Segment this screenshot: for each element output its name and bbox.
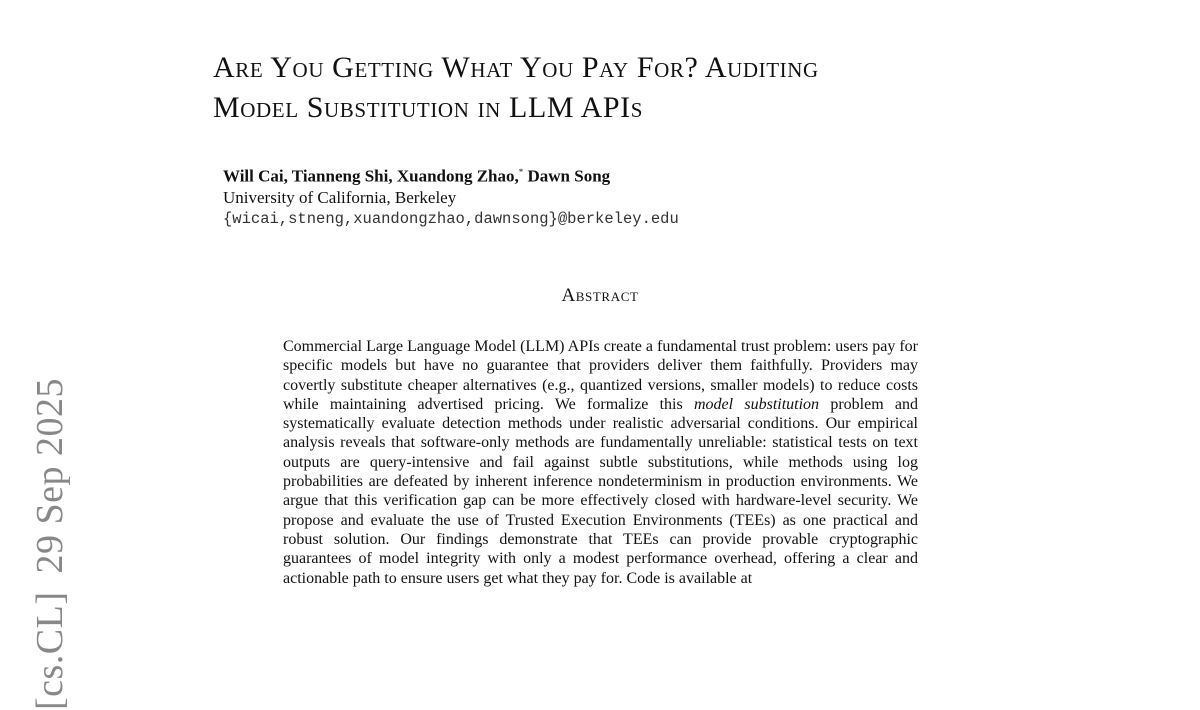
paper-title bbox=[213, 48, 1113, 128]
abstract-heading bbox=[0, 285, 1200, 307]
author-names-a: Will Cai, Tianneng Shi, Xuandong Zhao, bbox=[223, 166, 519, 186]
abstract-text-part-2: problem and systematically evaluate detection methods under realistic adversarial conditions. Our empirical analysis reveals that software-only methods are fundamentally unreliable: statistical tests on text outputs are query-intensive and fail against subtle substitutions, while methods using log probabilities are defeated by inherent inference nondeterminism in production environments. We argue that this verification gap can be more effectively closed with hardware-level security. We propose and evaluate the use of Trusted Execution Environments (TEEs) as one practical and robust solution. Our findings demonstrate that TEEs can provide provable cryptographic guarantees of model integrity with only a modest performance overhead, offering a clear and actionable path to ensure users get what they pay for. Code is available at bbox=[283, 395, 919, 587]
author-list bbox=[223, 162, 1023, 187]
title-line-1: Are You Getting What You Pay For? Auditing bbox=[213, 51, 819, 84]
arxiv-date: 29 Sep 2025 bbox=[29, 377, 71, 574]
arxiv-sidebar-stamp bbox=[24, 330, 76, 710]
title-line-2: Model Substitution in LLM APIs bbox=[213, 91, 644, 124]
author-names-b: Dawn Song bbox=[523, 166, 611, 186]
abstract-heading-text: Abstract bbox=[561, 285, 639, 306]
abstract-body bbox=[283, 337, 918, 588]
abstract-emphasis: model substitution bbox=[694, 395, 820, 413]
affiliation: University of California, Berkeley bbox=[223, 187, 457, 207]
arxiv-category: [cs.CL] bbox=[29, 591, 71, 710]
corresponding-mark: * bbox=[518, 167, 524, 177]
abstract-text-part-1: Commercial Large Language Model (LLM) APIs create a fundamental trust problem: users pay for specific models but have no guarantee that providers deliver them faithfully. Providers may covertly substitute cheaper alternatives (e.g., quantized versions, smaller models) to reduce costs while maintaining advertised pricing. We formalize this bbox=[283, 338, 918, 413]
author-block bbox=[223, 162, 1023, 230]
author-emails: {wicai,stneng,xuandongzhao,dawnsong}@berkeley.edu bbox=[223, 209, 679, 228]
